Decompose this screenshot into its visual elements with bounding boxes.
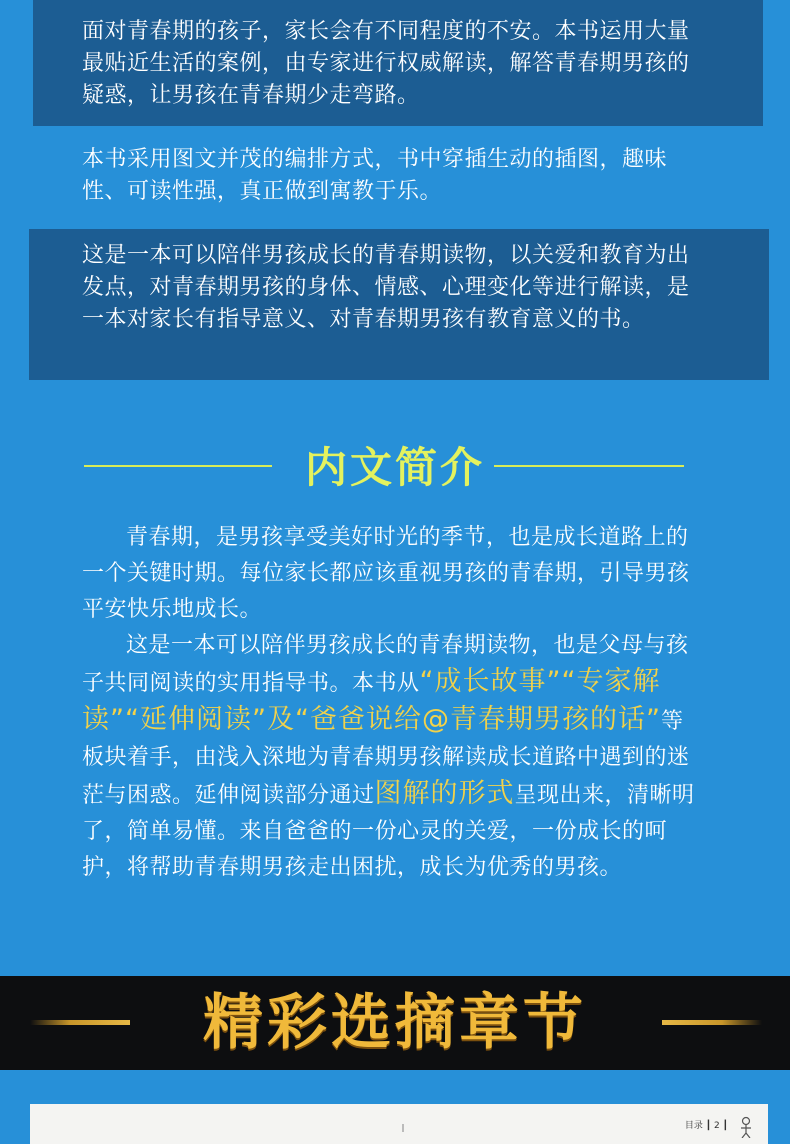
intro-text-a: 这是一本可以陪伴男孩成长的青春期读物，也是父母与孩子共同阅读的实用指导书。本书从 [82, 633, 689, 696]
preview-mark [402, 1124, 404, 1132]
highlight-diagram-form: 图解的形式 [374, 778, 515, 809]
intro-body [82, 520, 702, 886]
intro-section-heading [0, 440, 790, 500]
intro-text-c: 呈现出来，清晰明了，简单易懂。来自爸爸的一份心灵的关爱，一份成长的呵护，将帮助青春期男孩走出困扰，成长为优秀的男孩。 [82, 783, 695, 880]
feature-text-1: 面对青春期的孩子，家长会有不同程度的不安。本书运用大量最贴近生活的案例，由专家进行权威解读，解答青春期男孩的疑惑，让男孩在青春期少走弯路。 [82, 19, 690, 108]
feature-text-3: 这是一本可以陪伴男孩成长的青春期读物，以关爱和教育为出发点，对青春期男孩的身体、情感、心理变化等进行解读，是一本对家长有指导意义、对青春期男孩有教育意义的书。 [82, 243, 690, 332]
section-title: 内文简介 [304, 443, 485, 492]
intro-text-b: 等板块着手，由浅入深地为青春期男孩解读成长道路中遇到的迷茫与困惑。延伸阅读部分通过 [82, 709, 690, 808]
banner-title: 精彩选摘章节 [203, 988, 587, 1058]
preview-page-label: 目录 ┃ 2 ┃ [684, 1121, 728, 1131]
page-preview [30, 1104, 768, 1144]
intro-paragraph-2 [82, 628, 702, 886]
highlight-sections: “成长故事”“专家解读”“延伸阅读”及“爸爸说给@青春期男孩的话” [82, 666, 661, 735]
boy-figure-icon [738, 1116, 754, 1138]
excerpt-banner [0, 976, 790, 1070]
intro-paragraph-1: 青春期，是男孩享受美好时光的季节，也是成长道路上的一个关键时期。每位家长都应该重视男孩的青春期，引导男孩平安快乐地成长。 [82, 525, 690, 622]
feature-text-2: 本书采用图文并茂的编排方式，书中穿插生动的插图，趣味性、可读性强，真正做到寓教于乐。 [82, 147, 668, 204]
